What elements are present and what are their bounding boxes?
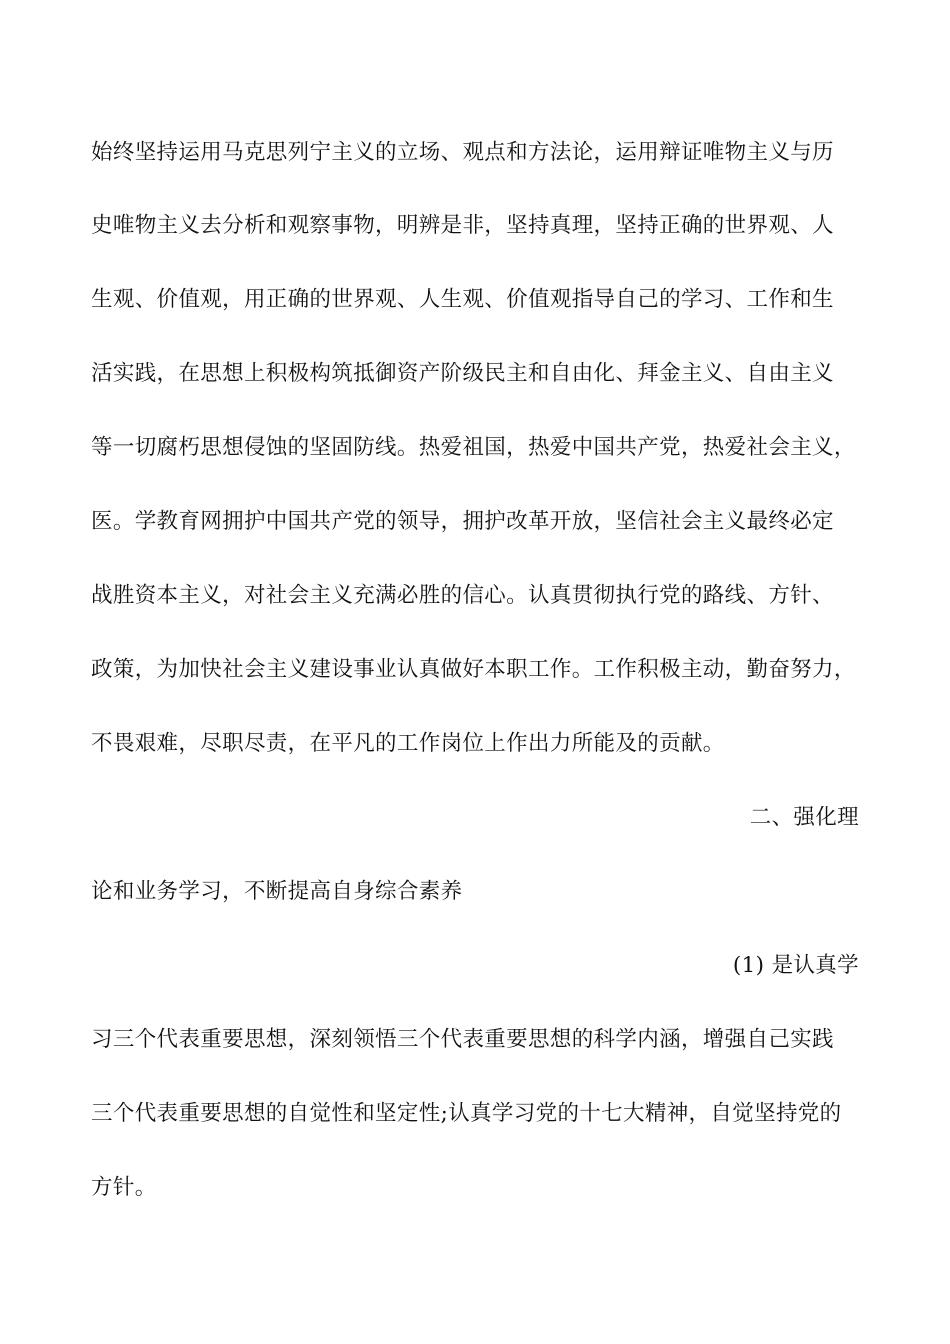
paragraph-line: 习三个代表重要思想，深刻领悟三个代表重要思想的科学内涵，增强自己实践 [91,1027,834,1052]
section-heading-continuation: 论和业务学习，不断提高自身综合素养 [91,879,463,904]
paragraph-line: 三个代表重要思想的自觉性和坚定性;认真学习党的十七大精神，自觉坚持党的 [91,1101,842,1126]
paragraph-line: 战胜资本主义，对社会主义充满必胜的信心。认真贯彻执行党的路线、方针、 [91,583,834,608]
paragraph-line: 医。学教育网拥护中国共产党的领导，拥护改革开放，坚信社会主义最终必定 [91,509,834,534]
numbered-item-start: (1) 是认真学 [732,953,859,978]
section-heading: 二、强化理 [749,805,859,830]
paragraph-line: 方针。 [91,1175,157,1200]
paragraph-line: 始终坚持运用马克思列宁主义的立场、观点和方法论，运用辩证唯物主义与历 [91,140,834,165]
paragraph-line: 史唯物主义去分析和观察事物，明辨是非，坚持真理，坚持正确的世界观、人 [91,213,834,238]
paragraph-line: 政策，为加快社会主义建设事业认真做好本职工作。工作积极主动，勤奋努力， [91,657,856,682]
paragraph-line: 不畏艰难，尽职尽责，在平凡的工作岗位上作出力所能及的贡献。 [91,731,725,756]
paragraph-line: 活实践，在思想上积极构筑抵御资产阶级民主和自由化、拜金主义、自由主义 [91,361,834,386]
paragraph-line: 生观、价值观，用正确的世界观、人生观、价值观指导自己的学习、工作和生 [91,287,834,312]
paragraph-line: 等一切腐朽思想侵蚀的坚固防线。热爱祖国，热爱中国共产党，热爱社会主义， [91,435,856,460]
